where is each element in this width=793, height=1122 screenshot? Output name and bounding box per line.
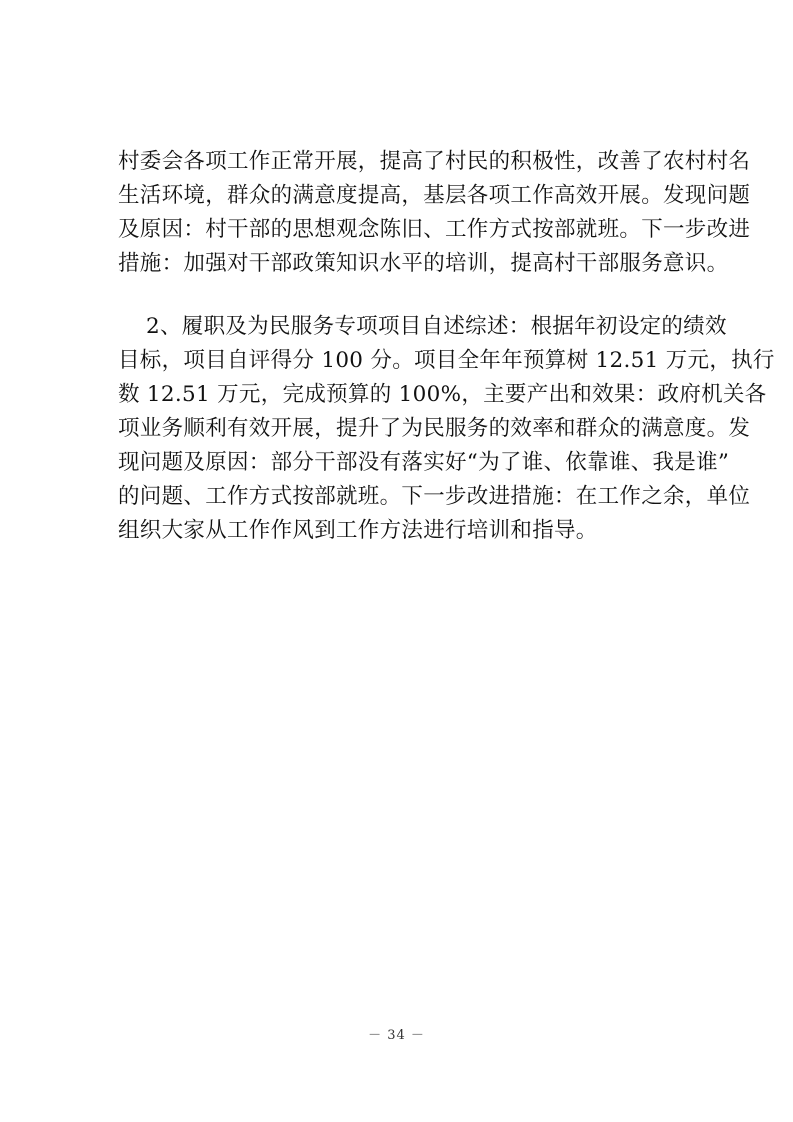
paragraph-line: 措施：加强对干部政策知识水平的培训，提高村干部服务意识。 (118, 251, 729, 276)
paragraph-line: 的问题、工作方式按部就班。下一步改进措施：在工作之余，单位 (118, 484, 751, 509)
paragraph-line: 生活环境，群众的满意度提高，基层各项工作高效开展。发现问题 (118, 183, 751, 208)
paragraph-line: 数 12.51 万元，完成预算的 100%，主要产出和效果：政府机关各 (118, 382, 767, 407)
paragraph-line: 及原因：村干部的思想观念陈旧、工作方式按部就班。下一步改进 (118, 217, 751, 242)
paragraph-line: 项业务顺利有效开展，提升了为民服务的效率和群众的满意度。发 (118, 416, 751, 441)
paragraph-line: 2、履职及为民服务专项项目自述综述：根据年初设定的绩效 (146, 314, 727, 339)
paragraph-village-work (118, 145, 751, 281)
paragraph-line: 目标，项目自评得分 100 分。项目全年年预算树 12.51 万元，执行 (118, 348, 775, 373)
paragraph-line: 现问题及原因：部分干部没有落实好“为了谁、依靠谁、我是谁” (118, 450, 730, 475)
paragraph-line: 组织大家从工作作风到工作方法进行培训和指导。 (118, 518, 598, 543)
page-number: － 34 － (368, 1028, 425, 1043)
paragraph-service-project (118, 310, 775, 548)
paragraph-line: 村委会各项工作正常开展，提高了村民的积极性，改善了农村村名 (118, 149, 751, 174)
